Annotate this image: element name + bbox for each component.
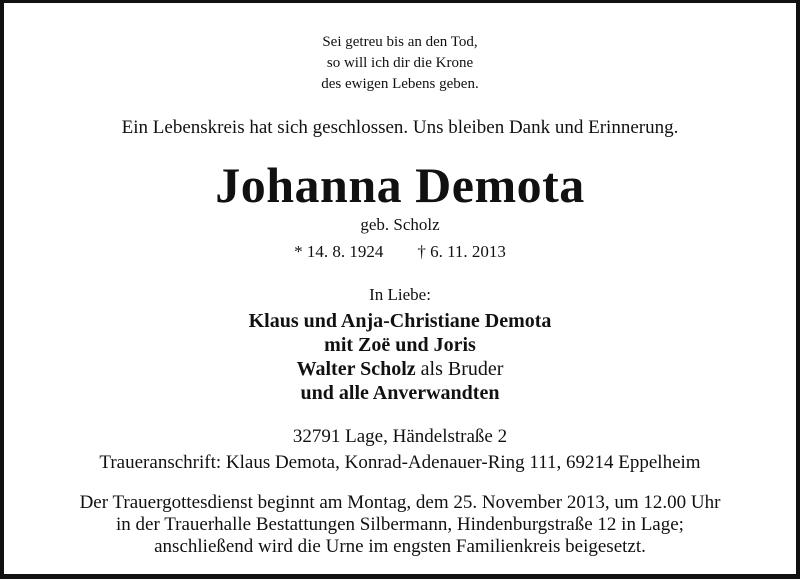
maiden-name: geb. Scholz	[360, 215, 440, 234]
verse-line-1: Sei getreu bis an den Tod,	[322, 34, 478, 50]
mourners-line-4: und alle Anverwandten	[300, 382, 500, 404]
mourning-address: Traueranschrift: Klaus Demota, Konrad-Adenauer-Ring 111, 69214 Eppelheim	[99, 452, 701, 473]
verse-line-3: des ewigen Lebens geben.	[321, 76, 479, 92]
brother-name: Walter Scholz	[296, 358, 416, 380]
brother-relation: als Bruder	[415, 358, 504, 380]
home-address: 32791 Lage, Händelstraße 2	[292, 426, 508, 447]
service-line-1: Der Trauergottesdienst beginnt am Montag, dem 25. November 2013, um 12.00 Uhr	[79, 492, 721, 513]
deceased-name: Johanna Demota	[215, 157, 585, 213]
birth-date: * 14. 8. 1924	[294, 242, 384, 261]
life-dates	[4, 242, 796, 262]
death-date: † 6. 11. 2013	[417, 242, 506, 261]
mourners-heading: In Liebe:	[369, 285, 431, 304]
mourners-line-3	[4, 358, 796, 381]
verse-line-2: so will ich dir die Krone	[326, 55, 474, 71]
mourners-line-2: mit Zoë und Joris	[324, 334, 476, 356]
service-line-2: in der Trauerhalle Bestattungen Silbermann, Hindenburgstraße 12 in Lage;	[116, 514, 684, 535]
mourners-line-1: Klaus und Anja-Christiane Demota	[248, 310, 552, 332]
intro-text: Ein Lebenskreis hat sich geschlossen. Uns bleiben Dank und Erinnerung.	[121, 117, 679, 138]
service-line-3: anschließend wird die Urne im engsten Familienkreis beigesetzt.	[154, 536, 646, 557]
